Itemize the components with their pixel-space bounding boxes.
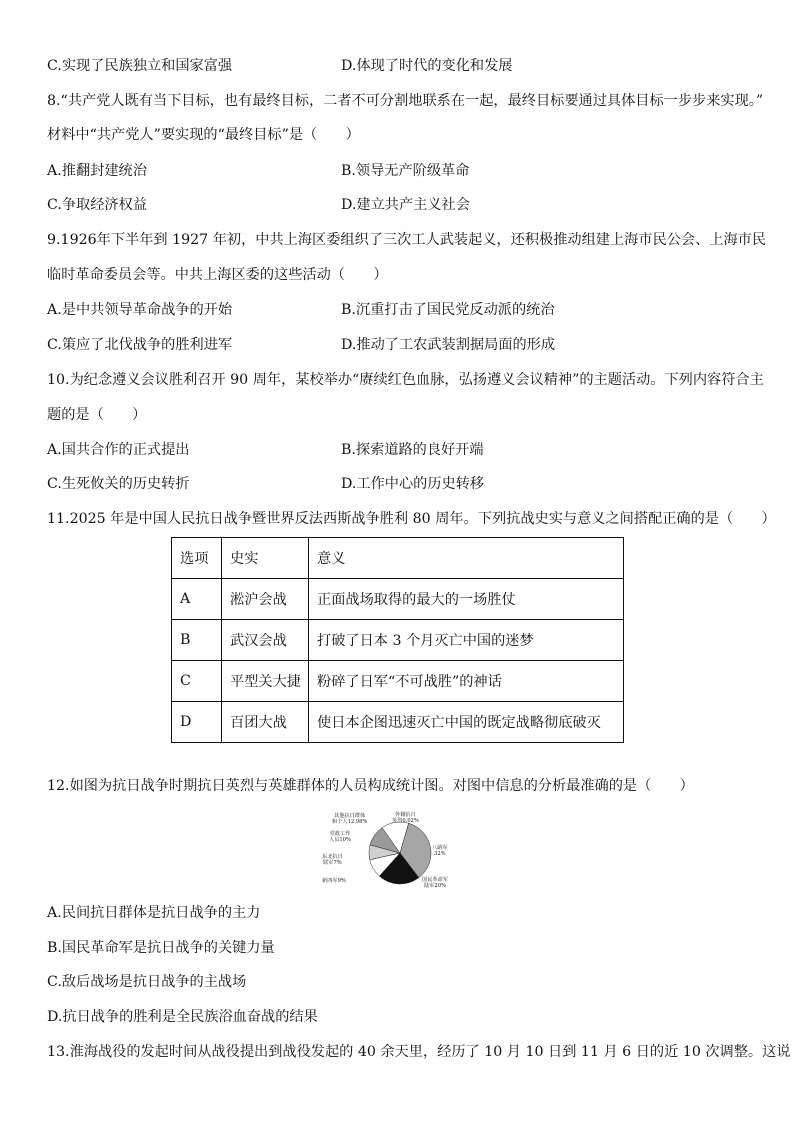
pie-label-party-workers: 党政工作 人员10% [329, 831, 351, 843]
table-cell: B [172, 620, 222, 661]
q12-option-d: D.抗日战争的胜利是全民族浴血奋战的结果 [47, 1009, 318, 1025]
pie-label-new-fourth: 新四军9% [322, 878, 346, 884]
table-cell: 淞沪会战 [222, 579, 309, 620]
table-row [172, 620, 624, 661]
table-cell: 平型关大捷 [222, 661, 309, 702]
q9-stem-line-2: 临时革命委员会等。中共上海区委的这些活动（ ） [47, 267, 388, 283]
table-row [172, 661, 624, 702]
q9-option-d: D.推动了工农武装割据局面的形成 [341, 337, 556, 353]
pie-label-foreign: 外籍抗日 英烈0.02% [392, 812, 419, 824]
q12-option-a: A.民间抗日群体是抗日战争的主力 [47, 905, 261, 921]
q10-stem-line-1: 10.为纪念遵义会议胜利召开 90 周年，某校举办“赓续红色血脉，弘扬遵义会议精神”的主题活动。下列内容符合主 [47, 372, 764, 388]
header-cell-fact: 史实 [222, 538, 309, 579]
table-header-row [172, 538, 624, 579]
q10-option-b: B.探索道路的良好开端 [341, 442, 484, 458]
header-cell-option: 选项 [172, 538, 222, 579]
q12-option-c: C.敌后战场是抗日战争的主战场 [47, 974, 247, 990]
q10-stem-line-2: 题的是（ ） [47, 407, 147, 423]
q9-stem-line-1: 9.1926年下半年到 1927 年初，中共上海区委组织了三次工人武装起义，还积极推动组建上海市民公会、上海市民 [47, 232, 767, 248]
q7-option-d: D.体现了时代的变化和发展 [341, 58, 513, 74]
pie-label-northeast: 东北抗日 联军7% [322, 854, 343, 866]
table-cell: 打破了日本 3 个月灭亡中国的迷梦 [309, 620, 624, 661]
q8-option-b: B.领导无产阶级革命 [341, 163, 470, 179]
q8-option-c: C.争取经济权益 [47, 197, 147, 213]
q9-option-c: C.策应了北伐战争的胜利进军 [47, 337, 233, 353]
q10-option-c: C.生死攸关的历史转折 [47, 476, 190, 492]
pie-label-nra-army: 国民革命军 陆军20% [422, 877, 448, 889]
q12-stem: 12.如图为抗日战争时期抗日英烈与英雄群体的人员构成统计图。对图中信息的分析最准确的是（ ） [47, 778, 694, 794]
table-row [172, 702, 624, 743]
table-cell: A [172, 579, 222, 620]
q8-stem-line-1: 8.“共产党人既有当下目标，也有最终目标，二者不可分割地联系在一起，最终目标要通过具体目标一步步来实现。” [47, 93, 764, 109]
q8-stem-line-2: 材料中“共产党人”要实现的“最终目标”是（ ） [47, 127, 360, 143]
q12-option-b: B.国民革命军是抗日战争的关键力量 [47, 940, 275, 956]
pie-label-other: 其他抗日群体 和个人12.98% [332, 813, 368, 825]
q8-option-d: D.建立共产主义社会 [341, 197, 470, 213]
q11-table [171, 537, 624, 743]
table-cell: 粉碎了日军“不可战胜”的神话 [309, 661, 624, 702]
q11-stem: 11.2025 年是中国人民抗日战争暨世界反法西斯战争胜利 80 周年。下列抗战史实与意义之间搭配正确的是（ ） [47, 511, 776, 527]
q9-option-b: B.沉重打击了国民党反动派的统治 [341, 302, 555, 318]
table-cell: D [172, 702, 222, 743]
table-cell: 使日本企图迅速灭亡中国的既定战略彻底破灭 [309, 702, 624, 743]
table-row [172, 579, 624, 620]
header-cell-significance: 意义 [309, 538, 624, 579]
pie-label-eighth-route: 八路军 32% [432, 845, 448, 857]
q9-option-a: A.是中共领导革命战争的开始 [47, 302, 233, 318]
table-cell: 武汉会战 [222, 620, 309, 661]
q10-option-a: A.国共合作的正式提出 [47, 442, 190, 458]
q7-option-c: C.实现了民族独立和国家富强 [47, 58, 233, 74]
q13-stem-line-1: 13.淮海战役的发起时间从战役提出到战役发起的 40 余天里，经历了 10 月 10 日到 11 月 6 日的近 10 次调整。这说 [47, 1044, 791, 1060]
pie-chart [322, 812, 466, 890]
q10-option-d: D.工作中心的历史转移 [341, 476, 485, 492]
table-cell: 正面战场取得的最大的一场胜仗 [309, 579, 624, 620]
q8-option-a: A.推翻封建统治 [47, 163, 147, 179]
table-cell: C [172, 661, 222, 702]
table-cell: 百团大战 [222, 702, 309, 743]
